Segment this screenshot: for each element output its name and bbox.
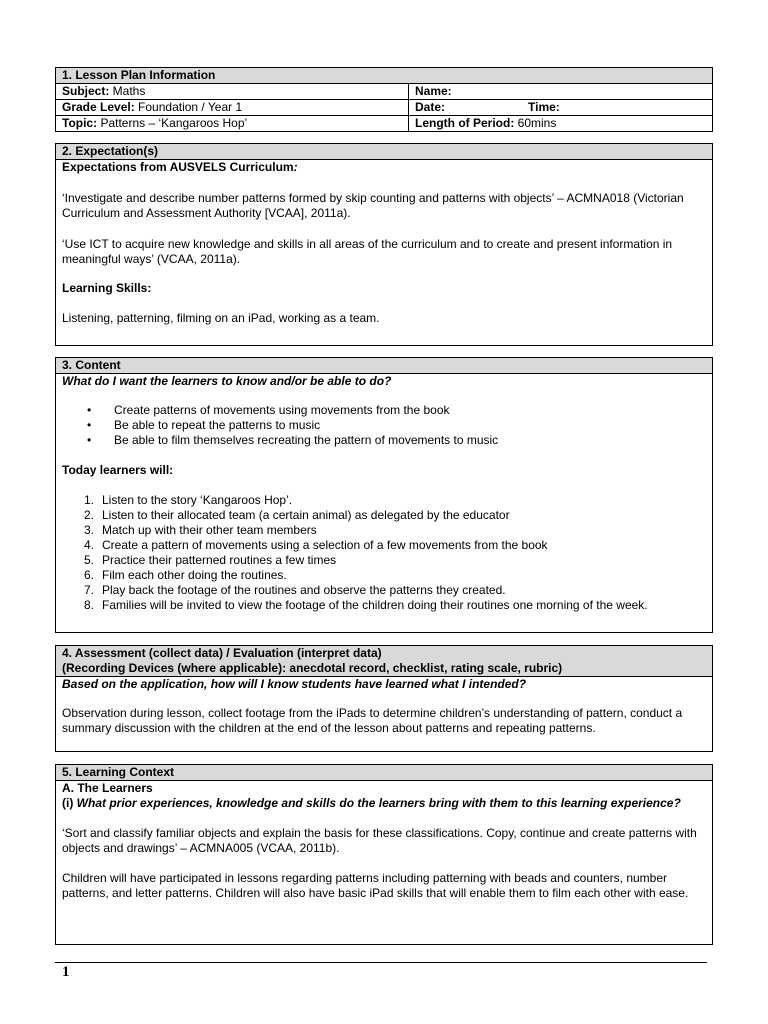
list-item: 4. Create a pattern of movements using a selection of a few movements from the book <box>83 538 548 552</box>
assessment-body <box>56 677 712 736</box>
list-item: 1. Listen to the story ‘Kangaroos Hop’. <box>83 493 293 507</box>
expectations-body <box>56 160 712 326</box>
list-item: 5. Practice their patterned routines a few times <box>83 553 337 567</box>
section-2-header: 2. Expectation(s) <box>56 144 712 160</box>
list-item: 2. Listen to their allocated team (a certain animal) as delegated by the educator <box>83 508 510 522</box>
assessment-section <box>55 645 713 752</box>
time-label: Time: <box>528 100 560 114</box>
content-bullet-list <box>62 403 706 448</box>
assessment-question: Based on the application, how will I know students have learned what I intended? <box>62 677 527 691</box>
name-cell: Name: <box>415 84 452 98</box>
prior-curriculum-quote: ‘Sort and classify familiar objects and explain the basis for these classifications. Copy, continue and create patterns with objects and drawings’ – ACMNA005 (VCAA, 2011b). <box>62 826 697 855</box>
list-item: 6. Film each other doing the routines. <box>83 568 287 582</box>
curriculum-quote-2: ‘Use ICT to acquire new knowledge and skills in all areas of the curriculum and to create and present information in meaningful ways’ (VCAA, 2011a). <box>62 237 673 266</box>
section-5-header: 5. Learning Context <box>56 765 712 781</box>
assessment-header-line-1: 4. Assessment (collect data) / Evaluation (interpret data) <box>62 646 382 660</box>
today-learners-heading: Today learners will: <box>62 463 174 477</box>
topic-cell: Topic: Patterns – ‘Kangaroos Hop’ <box>56 116 409 131</box>
assessment-text: Observation during lesson, collect footage from the iPads to determine children’s understanding of pattern, conduct a summary discussion with the children at the end of the lesson about patterns and repeating patterns. <box>62 706 683 735</box>
learners-subheading: A. The Learners <box>62 781 153 795</box>
length-of-period-cell: Length of Period: 60mins <box>415 116 557 130</box>
list-item: 8. Families will be invited to view the footage of the children doing their routines one morning of the week. <box>83 598 648 612</box>
list-item: 7. Play back the footage of the routines and observe the patterns they created. <box>83 583 506 597</box>
assessment-header-line-2: (Recording Devices (where applicable): anecdotal record, checklist, rating scale, rubric) <box>62 661 563 675</box>
subject-cell: Subject: Maths <box>56 84 409 99</box>
lesson-plan-information-table <box>55 67 713 132</box>
list-item: • Create patterns of movements using movements from the book <box>62 403 706 418</box>
content-question: What do I want the learners to know and/or be able to do? <box>62 374 392 388</box>
info-row-2 <box>56 100 712 116</box>
info-row-1 <box>56 84 712 100</box>
curriculum-heading: Expectations from AUSVELS Curriculum: <box>62 160 298 174</box>
footer-divider <box>55 962 707 963</box>
expectations-section <box>55 143 713 346</box>
learning-skills-heading: Learning Skills: <box>62 281 152 295</box>
list-item: 3. Match up with their other team members <box>83 523 317 537</box>
list-item: • Be able to film themselves recreating the pattern of movements to music <box>62 433 706 448</box>
today-steps-list <box>62 493 706 613</box>
list-item: • Be able to repeat the patterns to music <box>62 418 706 433</box>
content-section <box>55 357 713 633</box>
section-1-header: 1. Lesson Plan Information <box>56 68 712 84</box>
curriculum-quote-1: ‘Investigate and describe number patterns formed by skip counting and patterns with objects’ – ACMNA018 (Victorian Curriculum and Assessment Authority [VCAA], 2011a). <box>62 191 684 220</box>
content-body <box>56 374 712 613</box>
learning-context-section <box>55 764 713 945</box>
page-number: 1 <box>62 964 70 980</box>
grade-level-cell: Grade Level: Foundation / Year 1 <box>56 100 409 115</box>
learning-skills-text: Listening, patterning, filming on an iPad, working as a team. <box>62 311 380 325</box>
info-row-3 <box>56 116 712 131</box>
prior-experience-question: (i) What prior experiences, knowledge and skills do the learners bring with them to this learning experience? <box>62 796 681 810</box>
prior-experience-text: Children will have participated in lessons regarding patterns including patterning with beads and counters, number patterns, and letter patterns. Children will also have basic iPad skills that will enable them to film each other with ease. <box>62 871 689 900</box>
section-3-header: 3. Content <box>56 358 712 374</box>
section-4-header <box>56 646 712 677</box>
date-time-cell <box>409 100 712 115</box>
date-label: Date: <box>415 100 446 114</box>
learning-context-body <box>56 781 712 901</box>
